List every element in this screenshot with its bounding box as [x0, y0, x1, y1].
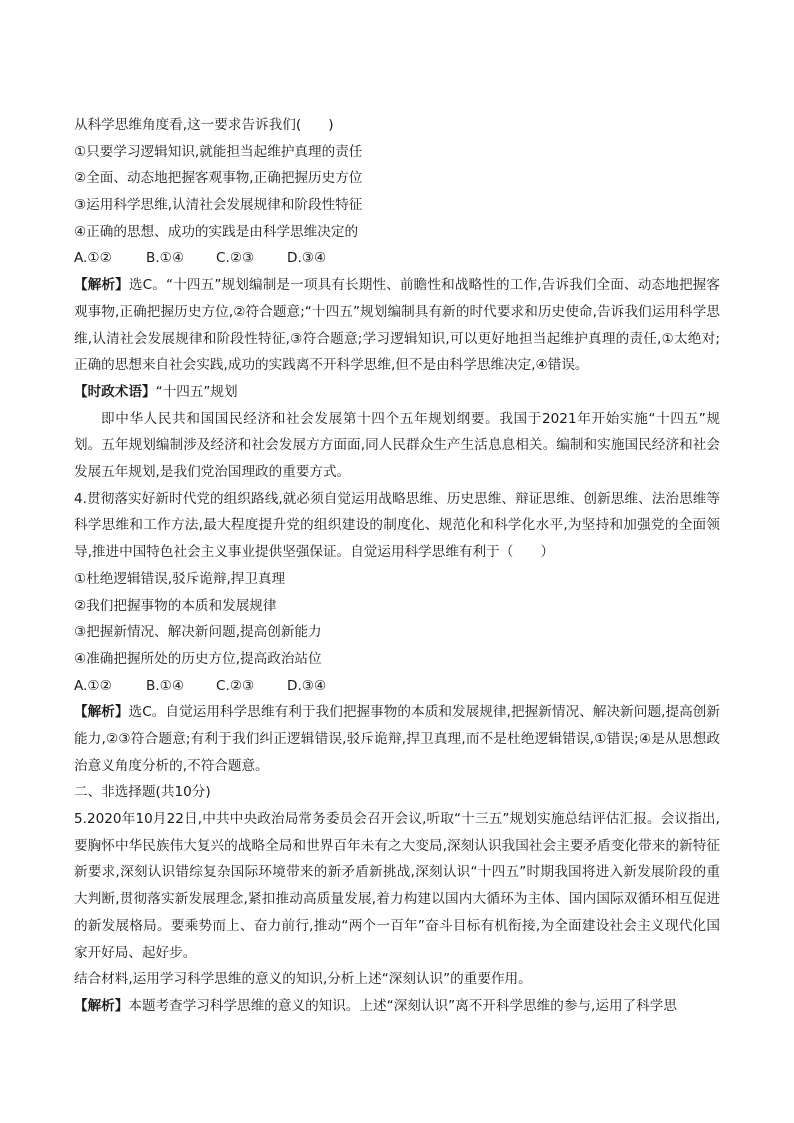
q3-option-b: B.①④ — [146, 250, 185, 267]
q3-option-a: A.①② — [74, 250, 112, 267]
q5-material: 5.2020年10月22日,中共中央政治局常务委员会召开会议,听取“十三五”规划实施总结评估汇报。会议指出,要胸怀中华民族伟大复兴的战略全局和世界百年未有之大变局,深刻认识我国社会主要矛盾变化带来的新特征新要求,深刻认识错综复杂国际环境带来的新矛盾新挑战,深刻认识“十四五”时期我国将进入新发展阶段的重大判断,贯彻落实新发展理念,紧扣推动高质量发展,着力构建以国内大循环为主体、国内国际双循环相互促进的新发展格局。要乘势而上、奋力前行,推动“两个一百年”奋斗目标有机衔接,为全面建设社会主义现代化国家开好局、起好步。 — [74, 811, 720, 961]
q4-statement-2: ②我们把握事物的本质和发展规律 — [74, 597, 277, 614]
q4-statement-3: ③把握新情况、解决新问题,提高创新能力 — [74, 624, 322, 641]
q3-analysis — [74, 272, 720, 379]
q4-options — [74, 673, 720, 700]
q3-statement-3: ③运用科学思维,认清社会发展规律和阶段性特征 — [74, 197, 363, 214]
q4-analysis — [74, 699, 720, 779]
q3-statement-1: ①只要学习逻辑知识,就能担当起维护真理的责任 — [74, 143, 363, 160]
q4-analysis-tag: 【解析】 — [74, 704, 129, 721]
q4-statement-4: ④准确把握所处的历史方位,提高政治站位 — [74, 650, 322, 667]
q4-option-a: A.①② — [74, 677, 112, 694]
q3-stem: 从科学思维角度看,这一要求告诉我们( ) — [74, 117, 334, 133]
q5-analysis-text: 本题考查学习科学思维的意义的知识。上述“深刻认识”离不开科学思维的参与,运用了科学思 — [128, 997, 677, 1014]
q5-question: 结合材料,运用学习科学思维的意义的知识,分析上述“深刻认识”的重要作用。 — [74, 971, 532, 988]
q4-option-b: B.①④ — [146, 677, 185, 694]
q3-term-tag: 【时政术语】 — [74, 383, 156, 400]
q3-option-c: C.②③ — [216, 250, 255, 267]
q3-options — [74, 245, 720, 272]
q4-statement-1: ①杜绝逻辑错误,驳斥诡辩,捍卫真理 — [74, 570, 286, 587]
q3-term-body: 即中华人民共和国国民经济和社会发展第十四个五年规划纲要。我国于2021年开始实施“十四五”规划。五年规划编制涉及经济和社会发展方方面面,同人民群众生产生活息息相关。编制和实施国民经济和社会发展五年规划,是我们党治国理政的重要方式。 — [74, 410, 720, 481]
q3-term — [74, 379, 720, 406]
q3-statement-2: ②全面、动态地把握客观事物,正确把握历史方位 — [74, 170, 363, 187]
q3-term-title: “十四五”规划 — [155, 383, 238, 400]
q4-stem: 4.贯彻落实好新时代党的组织路线,就必须自觉运用战略思维、历史思维、辩证思维、创新思维、法治思维等科学思维和工作方法,最大程度提升党的组织建设的制度化、规范化和科学化水平,为坚持和加强党的全面领导,推进中国特色社会主义事业提供坚强保证。自觉运用科学思维有利于（ ） — [74, 490, 720, 561]
q5-analysis — [74, 993, 720, 1020]
q5-analysis-tag: 【解析】 — [74, 997, 129, 1014]
q3-analysis-tag: 【解析】 — [74, 277, 129, 294]
q4-option-c: C.②③ — [216, 677, 255, 694]
q4-option-d: D.③④ — [287, 677, 327, 694]
q3-option-d: D.③④ — [287, 250, 327, 267]
q3-statement-4: ④正确的思想、成功的实践是由科学思维决定的 — [74, 223, 359, 240]
document-page — [74, 112, 720, 1020]
q4-analysis-text: 选C。自觉运用科学思维有利于我们把握事物的本质和发展规律,把握新情况、解决新问题,提高创新能力,②③符合题意;有利于我们纠正逻辑错误,驳斥诡辩,捍卫真理,而不是杜绝逻辑错误,①错误;④是从思想政治意义角度分析的,不符合题意。 — [74, 704, 720, 774]
q3-analysis-text: 选C。“十四五”规划编制是一项具有长期性、前瞻性和战略性的工作,告诉我们全面、动态地把握客观事物,正确把握历史方位,②符合题意;“十四五”规划编制具有新的时代要求和历史使命,告诉我们运用科学思维,认清社会发展规律和阶段性特征,③符合题意;学习逻辑知识,可以更好地担当起维护真理的责任,①太绝对;正确的思想来自社会实践,成功的实践离不开科学思维,但不是由科学思维决定,④错误。 — [74, 277, 720, 374]
section-2-title: 二、非选择题(共10分) — [74, 784, 211, 801]
